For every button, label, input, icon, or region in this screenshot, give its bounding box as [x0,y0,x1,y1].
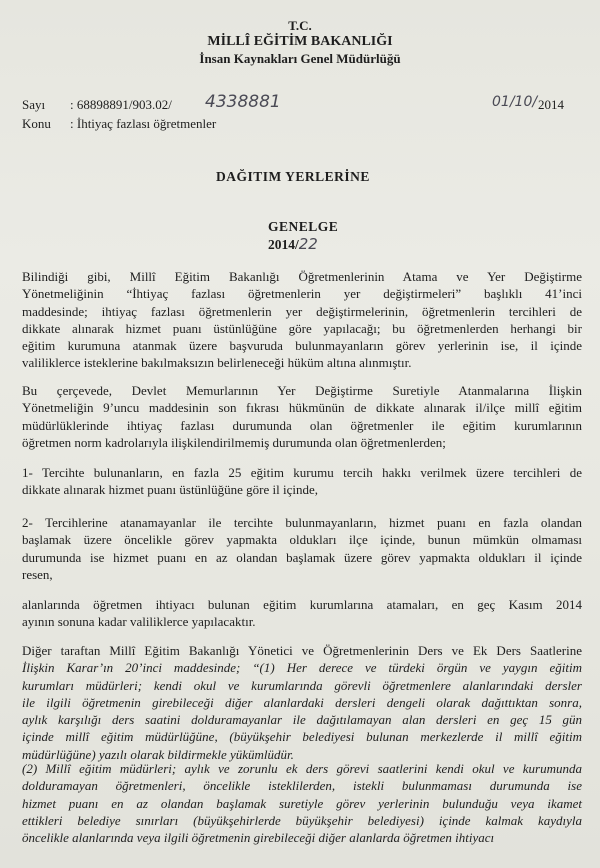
paragraph-line: dikkate alınarak hizmet puanı üstünlüğüne göre yapılacağı; bu öğretmenlerden herhangi bir [22,320,582,336]
paragraph-1 [22,268,582,372]
paragraph-6 [22,642,582,763]
header-ministry: MİLLÎ EĞİTİM BAKANLIĞI [207,34,393,49]
paragraph-7 [22,760,582,846]
paragraph-2 [22,382,582,451]
paragraph-line: ettikleri belediye sınırları (büyükşehirlerde büyükşehir belediyesi) içinde kalmak kaydıyla [22,812,582,828]
paragraph-line: içinde millî eğitim müdürlüğüne, (büyükşehir belediyesi bulunan merkezlerde il millî eğitim [22,729,582,745]
circular-title: GENELGE [268,219,339,234]
circular-number-prefix: 2014/ [268,237,299,252]
paragraph-line: Bilindiği gibi, Millî Eğitim Bakanlığı Öğretmenlerinin Atama ve Yer Değiştirme [22,269,582,284]
paragraph-line: maddesinde; ihtiyaç fazlası öğretmenlerin yer değiştirmelerinin, öğretmenlerin tercihleri de [22,303,582,319]
paragraph-line: müdürlüklerinde ihtiyaç fazlası durumunda olan öğretmenler ile eğitim kurumlarının [22,417,582,433]
paragraph-line: dolduramayan öğretmenleri, öncelikle isteklilerden, istekli bulunmaması durumunda ise [22,778,582,794]
paragraph-line: eğitim kurumuna atanmak üzere başvuruda bulunmayanların görev yerlerinin ise, il içinde [22,338,582,354]
circular-number [268,235,318,253]
paragraph-line: İlişkin Karar’ın 20’inci maddesinde; “(1) Her derece ve türdeki örgün ve yaygın eğitim [22,660,582,676]
sayi-handwritten-number: 4338881 [205,92,281,112]
paragraph-line: müdürlüğüne) yazılı olarak bildirmekle yükümlüdür. [22,746,294,762]
paragraph-line: Diğer taraftan Millî Eğitim Bakanlığı Yönetici ve Öğretmenlerinin Ders ve Ek Ders Saatlerine [22,643,582,658]
paragraph-line: Yönetmeliğinin “İhtiyaç fazlası öğretmenlerin yer değiştirmeleri” başlıklı 41’inci [22,286,582,302]
paragraph-line: dikkate alınarak hizmet puanı üstünlüğüne göre il içinde, [22,482,319,498]
paragraph-line: 2- Tercihlerine atanamayanlar ile tercihte bulunmayanların, hizmet puanı en fazla olandan [22,515,582,530]
paragraph-line: başlamak üzere öncelikle görev yapmakta oldukları ilçe içinde, bunun mümkün olmaması [22,532,582,548]
paragraph-line: hizmet puanı en az olandan başlamak suretiyle görev yerlerinin bulunduğu veya ikamet [22,795,582,811]
konu-label: Konu [22,116,51,131]
date-year: 2014 [538,97,564,112]
paragraph-line: Yönetmeliğin 9’uncu maddesinin son fıkrası hükmünün de dikkate alınarak il/ilçe millî eğitim [22,400,582,416]
paragraph-line: (2) Millî eğitim müdürleri; aylık ve zorunlu ek ders görevi saatlerini kendi okul ve kurumunda [22,761,582,776]
paragraph-line: öğretmen norm kadrolarıyla ilişkilendirilmemiş durumunda olan öğretmenlerden; [22,434,446,450]
paragraph-line: aylık karşılığı ders saatini dolduramayanlar ile dağıtılamayan alan dersleri en geç 15 gün [22,712,582,728]
paragraph-line: 1- Tercihte bulunanların, en fazla 25 eğitim kurumu tercih hakkı verilmek üzere tercihleri de [22,465,582,480]
paragraph-line: ile ilgili öğretmenin girebileceği diğer alanlardaki dersleri dengeli olarak dağıttıktan sonra, [22,694,582,710]
paragraph-line: kurumları müdürleri; kendi okul ve kurumlarında görevli öğretmenlere alanlarındaki dersler [22,677,582,693]
paragraph-line: alanlarında öğretmen ihtiyacı bulunan eğitim kurumlarına atamaları, en geç Kasım 2014 [22,597,582,612]
paragraph-3 [22,464,582,499]
header-tc: T.C. [288,18,312,33]
paragraph-line: durumunda ise hizmet puanı en az olandan başlamak üzere görev yapmakta oldukları il içinde [22,549,582,565]
paragraph-5 [22,596,582,631]
konu-value: : İhtiyaç fazlası öğretmenler [70,116,217,131]
paragraph-line: Bu çerçevede, Devlet Memurlarının Yer Değiştirme Suretiyle Atanmalarına İlişkin [22,383,582,398]
paragraph-line: ayının sonuna kadar valiliklerce yapılacaktır. [22,614,256,630]
distribution-heading: DAĞITIM YERLERİNE [216,169,370,184]
sayi-label: Sayı [22,97,46,112]
paragraph-4 [22,514,582,583]
paragraph-line: resen, [22,566,53,582]
header-directorate: İnsan Kaynakları Genel Müdürlüğü [199,51,401,66]
circular-number-handwritten: 22 [298,235,318,253]
paragraph-line: valiliklerce isteklerine bakılmaksızın belirleneceği hüküm altına alınmıştır. [22,355,412,371]
sayi-value: : 68898891/903.02/ [70,97,172,112]
date-handwritten: 01/10/ [492,94,538,110]
paragraph-line: öncelikle alanlarında veya ilgili öğretmenin girebileceği diğer alanlarda öğretmen ihtiyacı [22,830,495,846]
